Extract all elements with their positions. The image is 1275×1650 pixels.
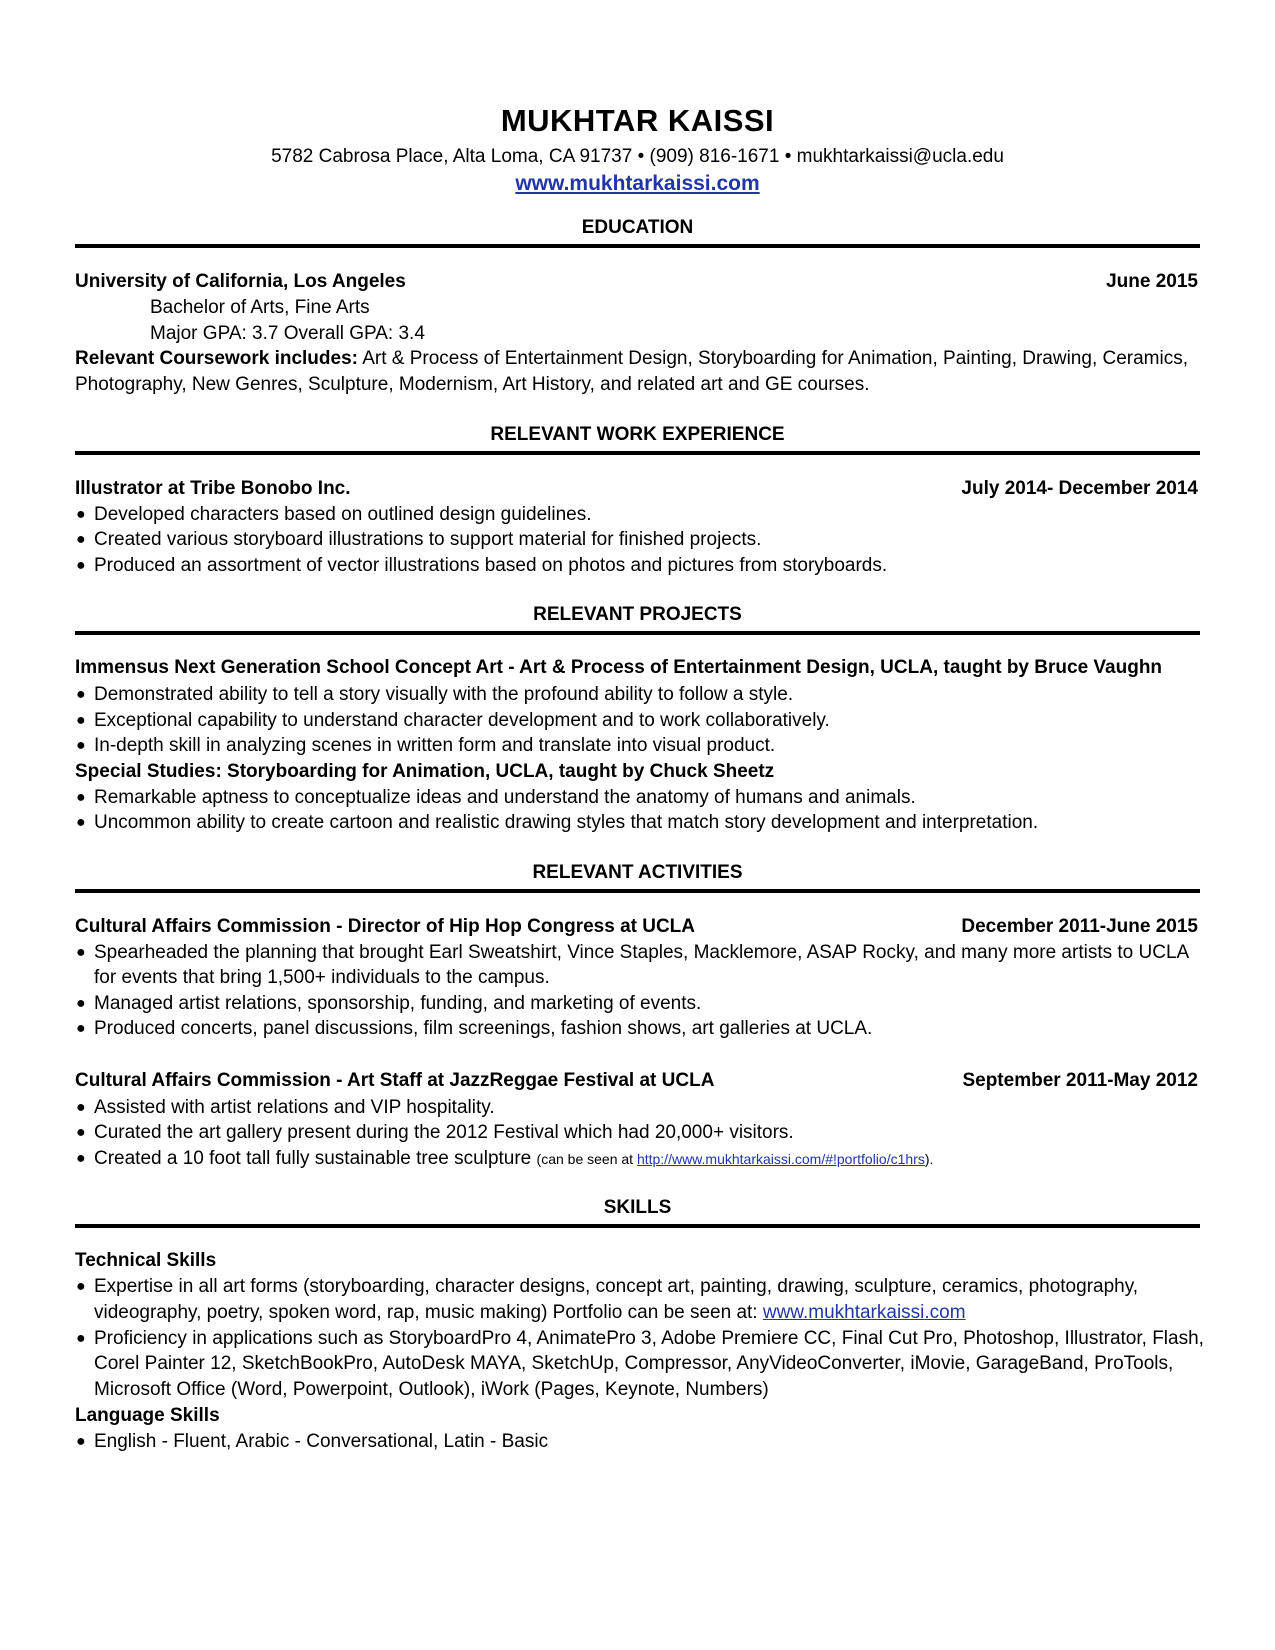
job-date: July 2014- December 2014 [961,478,1198,499]
resume-page: MUKHTAR KAISSI 5782 Cabrosa Place, Alta Loma, CA 91737 • (909) 816-1671 • mukhtarkaissi@ucla.edu www.mukhtarkaissi.com EDUCATION University of California, Los Angeles June 2015 Bachelor of Arts, Fine Arts Major GPA: 3.7 Overall GPA: 3.4 Relevant Coursework includes: Art & Process of Entertainment Design, Storyboarding for Animation, Painting, Drawing, Ceramics, Photography, New Genres, Sculpture, Modernism, Art History, and related art and GE courses. RELEVANT WORK EXPERIENCE Illustrator at Tribe Bonobo Inc. July 2014- December 2014 ● Developed characters based on outlined design guidelines. ● Created various storyboard illustrations to support material for finished projects. ● Produced an assortment of vector illustrations based on photos and pictures from storyboards. RELEVANT PROJECTS Immensus Next Generation School Concept Art - Art & Process of Entertainment Design, UCLA, taught by Bruce Vaughn ● Demonstrated ability to tell a story visually with the profound ability to follow a style. ● Exceptional capability to understand character development and to work collaboratively. ● In-depth skill in analyzing scenes in written form and translate into visual product. Special Studies: Storyboarding for Animation, UCLA, taught by Chuck Sheetz ● Remarkable aptness to conceptualize ideas and understand the anatomy of humans and animals. ● Uncommon ability to create cartoon and realistic drawing styles that match story development and interpretation. RELEVANT ACTIVITIES Cultural Affairs Commission - Director of Hip Hop Congress at UCLA December 2011-June 2015 ● Spearheaded the planning that brought Earl Sweatshirt, Vince Staples, Macklemore, ASAP Rocky, and many more artists to UCLA for events that bring 1,500+ individuals to the campus. ● Managed artist relations, sponsorship, funding, and marketing of events. ● Produced concerts, panel discussions, film screenings, fashion shows, art galleries at UCLA. Cultural Affairs Commission - Art Staff at JazzReggae Festival at UCLA September 2011-May 2012 ● Assisted with artist relations and VIP hospitality. ● Curated the art gallery present during the 2012 Festival which had 20,000+ visitors. ● Created a 10 foot tall fully sustainable tree sculpture (can be seen at http://www.mukhtarkaissi.com/#!portfolio/c1hrs). SKILLS Technical Skills ● Expertise in all art forms (storyboarding, character designs, concept art, painting, drawing, sculpture, ceramics, photography, videography, poetry, spoken word, rap, music making) Portfolio can be seen at: www.mukhtarkaissi.com ● Proficiency in applications such as StoryboardPro 4, AnimatePro 3, Adobe Premiere CC, Final Cut Pro, Photoshop, Illustrator, Flash, Corel Painter 12, SketchBookPro, AutoDesk MAYA, SketchUp, Compressor, AnyVideoConverter, iMovie, GarageBand, ProTools, Microsoft Office (Word, Powerpoint, Outlook), iWork (Pages, Keynote, Numbers) Language Skills ● English - Fluent, Arabic - Conversational, Latin - Basic [75,0,1200,1650]
section-divider [75,451,1200,455]
activities-heading: RELEVANT ACTIVITIES [532,862,743,883]
gpa: Major GPA: 3.7 Overall GPA: 3.4 [150,323,425,344]
coursework [75,347,1200,371]
school-name: University of California, Los Angeles [75,271,406,292]
bullet-icon: ● [76,737,86,754]
graduation-date: June 2015 [1106,271,1198,292]
bullet-icon: ● [76,1278,86,1295]
section-divider [75,889,1200,893]
list-item-continuation: videography, poetry, spoken word, rap, music making) Portfolio can be seen at: www.mukhtarkaissi.com [94,1302,966,1323]
activity-2-title: Cultural Affairs Commission - Art Staff at JazzReggae Festival at UCLA [75,1070,715,1091]
bullet-icon: ● [76,1150,86,1167]
bullet-icon: ● [76,1020,86,1037]
portfolio-website-link[interactable]: www.mukhtarkaissi.com [762,1302,966,1323]
candidate-name: MUKHTAR KAISSI [500,103,775,138]
bullet-icon: ● [76,686,86,703]
section-divider [75,631,1200,635]
bullet-icon: ● [76,1330,86,1347]
coursework-line-1: Art & Process of Entertainment Design, Storyboarding for Animation, Painting, Drawing, Ceramics, [357,348,1189,369]
portfolio-link[interactable]: http://www.mukhtarkaissi.com/#!portfolio/c1hrs [636,1151,925,1167]
website-link[interactable]: www.mukhtarkaissi.com [515,172,760,195]
project-2-title: Special Studies: Storyboarding for Animation, UCLA, taught by Chuck Sheetz [75,761,775,782]
experience-heading: RELEVANT WORK EXPERIENCE [490,424,785,445]
bullet-icon: ● [76,995,86,1012]
list-item-continuation: Microsoft Office (Word, Powerpoint, Outlook), iWork (Pages, Keynote, Numbers) [94,1379,769,1400]
activity-1-title: Cultural Affairs Commission - Director of Hip Hop Congress at UCLA [75,916,696,937]
list-item-continuation: for events that bring 1,500+ individuals to the campus. [94,967,550,988]
contact-line: 5782 Cabrosa Place, Alta Loma, CA 91737 • (909) 816-1671 • mukhtarkaissi@ucla.edu [271,146,1004,167]
bullet-icon: ● [76,557,86,574]
bullet-icon: ● [76,531,86,548]
bullet-icon: ● [76,1099,86,1116]
bullet-icon: ● [76,789,86,806]
education-heading: EDUCATION [581,217,694,238]
bullet-icon: ● [76,1433,86,1450]
skills-heading: SKILLS [603,1197,672,1218]
section-divider [75,1224,1200,1228]
bullet-icon: ● [76,944,86,961]
projects-heading: RELEVANT PROJECTS [533,604,742,625]
bullet-icon: ● [76,506,86,523]
degree: Bachelor of Arts, Fine Arts [150,297,370,318]
bullet-icon: ● [76,814,86,831]
bullet-icon: ● [76,712,86,729]
coursework-label: Relevant Coursework includes: [75,348,358,369]
job-title: Illustrator at Tribe Bonobo Inc. [75,478,351,499]
activity-1-date: December 2011-June 2015 [961,916,1198,937]
coursework-line-2: Photography, New Genres, Sculpture, Modernism, Art History, and related art and GE courses. [75,374,870,395]
list-item-continuation: Corel Painter 12, SketchBookPro, AutoDesk MAYA, SketchUp, Compressor, AnyVideoConverter, iMovie, GarageBand, ProTools, [94,1353,1174,1374]
project-1-title: Immensus Next Generation School Concept Art - Art & Process of Entertainment Design, UCLA, taught by Bruce Vaughn [75,657,1163,678]
activity-2-date: September 2011-May 2012 [962,1070,1198,1091]
language-skills-label: Language Skills [75,1405,220,1426]
bullet-icon: ● [76,1124,86,1141]
section-divider [75,244,1200,248]
technical-skills-label: Technical Skills [75,1250,217,1271]
